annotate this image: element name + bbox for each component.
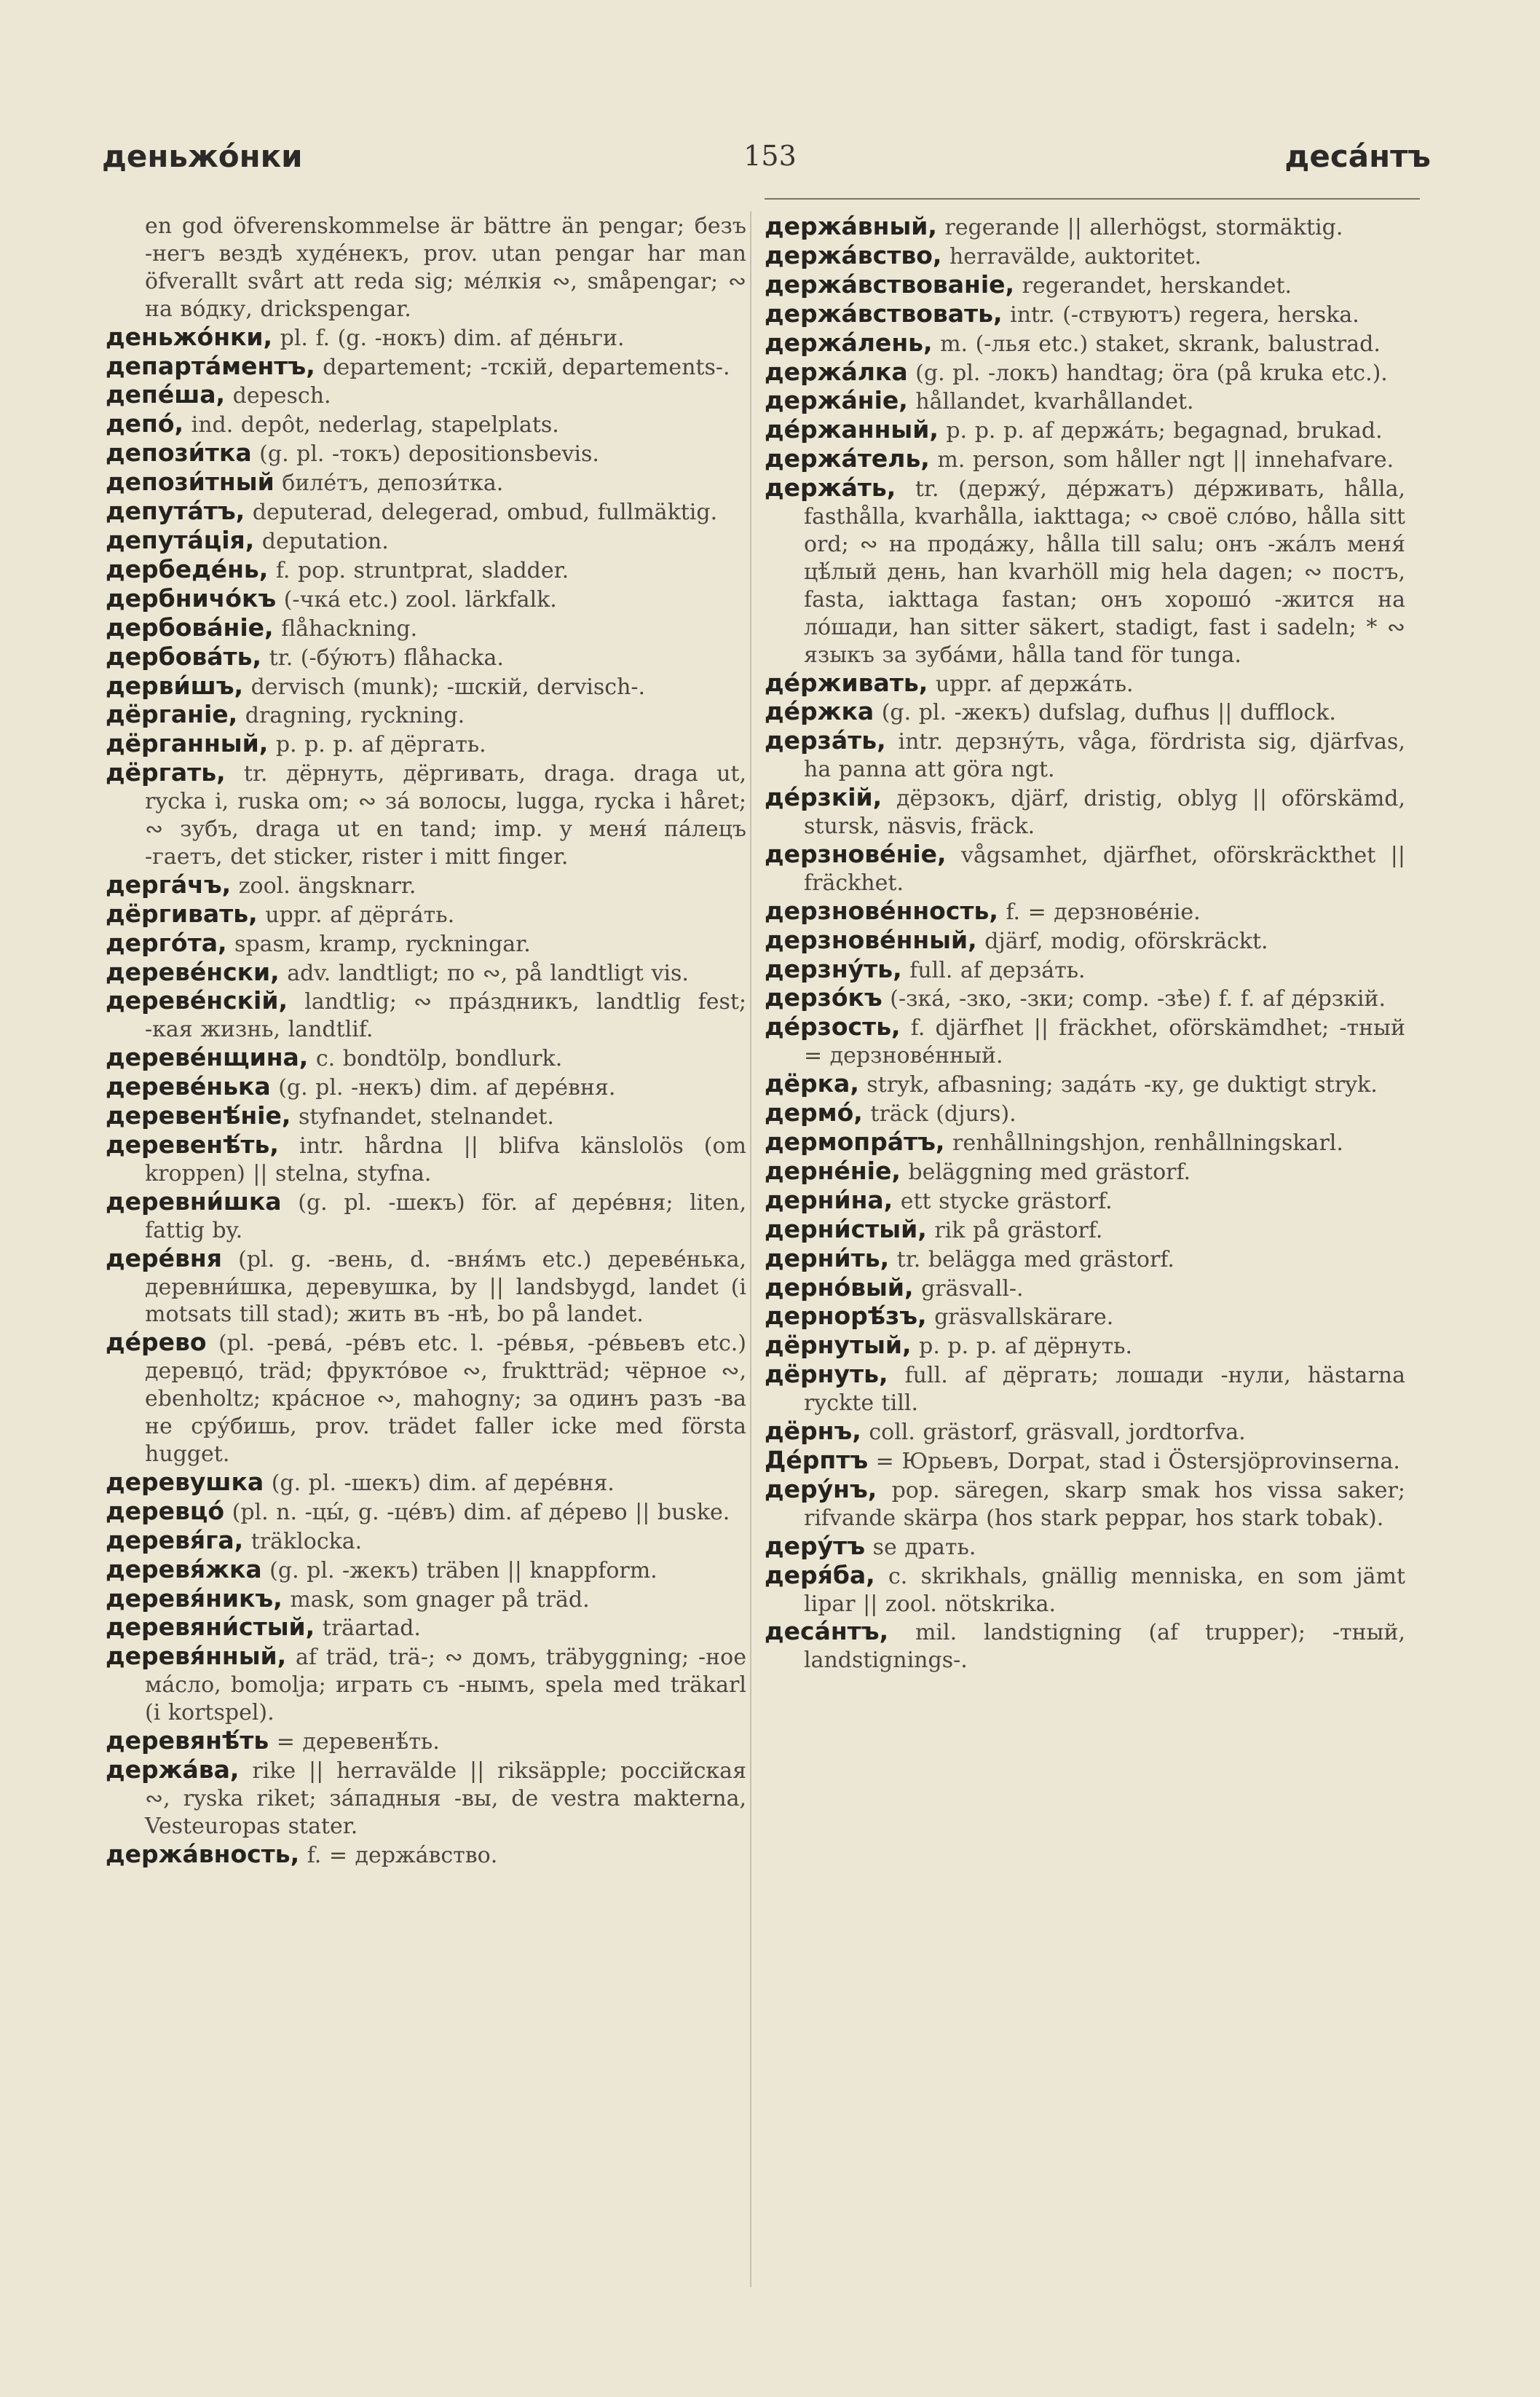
dictionary-entry bbox=[106, 1044, 746, 1073]
entry-headword: дереве́нски, bbox=[106, 957, 280, 986]
dictionary-entry bbox=[106, 1756, 746, 1841]
entry-headword: дерга́чъ, bbox=[106, 870, 232, 899]
entry-definition: (g. pl. -жекъ) dufslag, dufhus || dufflock. bbox=[881, 700, 1336, 726]
entry-definition: deputation. bbox=[261, 528, 389, 554]
dictionary-entry bbox=[765, 242, 1405, 271]
entry-headword: дёрнъ, bbox=[765, 1417, 861, 1446]
dictionary-entry bbox=[106, 410, 746, 439]
entry-definition: (g. pl. -некъ) dim. af дере́вня. bbox=[278, 1075, 616, 1101]
dictionary-entry bbox=[765, 1476, 1405, 1532]
dictionary-entry bbox=[106, 1131, 746, 1188]
entry-headword: депо́, bbox=[106, 409, 184, 438]
dictionary-entry bbox=[106, 987, 746, 1044]
dictionary-entry bbox=[106, 1613, 746, 1642]
entry-definition: (pl. g. -вень, d. -вня́мъ etc.) дереве́нька, деревни́шка, деревушка, by || landsbygd, landet (i motsats till stad); жить въ -нѣ, bo på landet. bbox=[145, 1246, 746, 1328]
dictionary-entry bbox=[765, 1128, 1405, 1157]
entry-definition: departement; -тскій, departements-. bbox=[323, 354, 730, 380]
entry-headword: держа́ніе, bbox=[765, 386, 908, 415]
entry-definition: (g. pl. -токъ) depositionsbevis. bbox=[259, 441, 599, 468]
entry-headword: дербова́ніе, bbox=[106, 613, 274, 642]
entry-definition: m. person, som håller ngt || innehafvare. bbox=[937, 447, 1394, 473]
entry-headword: дерви́шъ, bbox=[106, 671, 244, 700]
dictionary-entry bbox=[106, 1188, 746, 1245]
entry-definition: djärf, modig, oförskräckt. bbox=[984, 928, 1268, 954]
entry-definition: regerandet, herskandet. bbox=[1022, 272, 1292, 299]
dictionary-entry bbox=[765, 784, 1405, 841]
entry-headword: депе́ша, bbox=[106, 380, 226, 409]
entry-headword: дёрнуть, bbox=[765, 1360, 888, 1389]
dictionary-entry bbox=[106, 959, 746, 988]
entry-definition: (g. pl. -жекъ) träben || knappform. bbox=[269, 1557, 658, 1583]
header-rule bbox=[765, 198, 1420, 200]
entry-definition: (-чка́ etc.) zool. lärkfalk. bbox=[283, 586, 557, 613]
dictionary-entry bbox=[106, 585, 746, 614]
dictionary-entry bbox=[765, 329, 1405, 358]
dictionary-entry bbox=[765, 387, 1405, 416]
entry-headword: деревя́нный, bbox=[106, 1642, 287, 1671]
dictionary-entry bbox=[106, 643, 746, 672]
entry-definition: (g. pl. -шекъ) dim. af дере́вня. bbox=[271, 1470, 615, 1496]
entry-headword: держа́тель, bbox=[765, 444, 930, 473]
entry-definition: renhållningshjon, renhållningskarl. bbox=[952, 1130, 1343, 1156]
entry-headword: держа́вность, bbox=[106, 1839, 300, 1868]
entry-headword: депута́ція, bbox=[106, 525, 255, 554]
entry-definition: adv. landtligt; по ∾, på landtligt vis. bbox=[287, 960, 689, 986]
entry-definition: styfnandet, stelnandet. bbox=[298, 1104, 554, 1130]
entry-headword: дёрка, bbox=[765, 1069, 859, 1098]
entry-definition: = деревенѣ́ть. bbox=[276, 1729, 440, 1755]
left-column bbox=[106, 213, 746, 1870]
dictionary-entry bbox=[106, 213, 746, 323]
entry-definition: vågsamhet, djärfhet, oförskräckthet || fräckhet. bbox=[804, 842, 1406, 896]
entry-definition: mil. landstigning (af trupper); -тный, landstignings-. bbox=[804, 1620, 1405, 1674]
entry-definition: uppr. af держа́ть. bbox=[935, 671, 1134, 697]
dictionary-entry bbox=[106, 730, 746, 759]
dictionary-entry bbox=[765, 984, 1405, 1013]
entry-definition: träklocka. bbox=[250, 1528, 363, 1554]
entry-headword: дермо́, bbox=[765, 1098, 863, 1127]
entry-definition: pl. f. (g. -нокъ) dim. af де́ньги. bbox=[280, 325, 625, 351]
entry-definition: p. p. p. af держа́ть; begagnad, brukad. bbox=[946, 418, 1383, 444]
header-right-guideword: деса́нтъ bbox=[1284, 138, 1431, 174]
entry-headword: дерни́ть, bbox=[765, 1243, 890, 1272]
entry-headword: держа́вствовать, bbox=[765, 299, 1003, 328]
entry-headword: дерне́ніе, bbox=[765, 1156, 901, 1185]
entry-headword: дерза́ть, bbox=[765, 726, 886, 755]
entry-headword: дербова́ть, bbox=[106, 642, 262, 671]
entry-definition: af träd, trä-; ∾ домъ, träbyggning; -ное ма́сло, bomolja; играть съ -нымъ, spela med träkarl (i kortspel). bbox=[145, 1645, 746, 1726]
dictionary-entry bbox=[765, 1186, 1405, 1216]
entry-definition: tr. (держу́, де́ржатъ) де́рживать, hålla, fasthålla, kvarhålla, iakttaga; ∾ своё сло́во, hålla sitt ord; ∾ на прода́жу, hålla till salu; онъ -жа́лъ меня́ цѣ́лый день, han kvarhöll mig hela dagen; ∾ постъ, fasta, iakttaga fastan; онъ хорошо́ -жится на ло́шади, han sitter säkert, stadigt, fast i sadeln; * ∾ языкъ за зуба́ми, hålla tand för tunga. bbox=[804, 476, 1405, 668]
entry-definition: spasm, kramp, ryckningar. bbox=[234, 931, 531, 957]
entry-definition: p. p. p. af дёргать. bbox=[275, 732, 486, 758]
dictionary-entry bbox=[106, 1527, 746, 1556]
entry-headword: деревенѣ́ть, bbox=[106, 1130, 279, 1159]
entry-headword: дерзо́къ bbox=[765, 983, 882, 1012]
entry-headword: де́рзость, bbox=[765, 1012, 901, 1042]
entry-definition: c. skrikhals, gnällig menniska, en som jämt lipar || zool. nötskrika. bbox=[804, 1563, 1405, 1617]
entry-headword: деревя́никъ, bbox=[106, 1583, 283, 1613]
dictionary-entry bbox=[106, 900, 746, 929]
entry-definition: coll. grästorf, gräsvall, jordtorfva. bbox=[869, 1420, 1246, 1446]
dictionary-entry bbox=[765, 1302, 1405, 1331]
entry-headword: деру́нъ, bbox=[765, 1474, 877, 1503]
entry-definition: full. af дёргать; лошади -нули, hästarna ryckte till. bbox=[804, 1363, 1405, 1417]
entry-headword: депози́тка bbox=[106, 438, 252, 468]
page-header bbox=[87, 138, 1453, 189]
dictionary-entry bbox=[765, 1618, 1405, 1674]
entry-definition: dervisch (munk); -шскій, dervisch-. bbox=[250, 674, 646, 700]
dictionary-entry bbox=[765, 213, 1405, 242]
entry-headword: дерзнове́нность, bbox=[765, 896, 998, 925]
dictionary-entry bbox=[106, 1468, 746, 1497]
dictionary-entry bbox=[765, 727, 1405, 784]
entry-definition: tr. (-бу́ютъ) flåhacka. bbox=[269, 645, 504, 671]
entry-definition: regerande || allerhögst, stormäktig. bbox=[944, 215, 1343, 240]
dictionary-entry bbox=[106, 672, 746, 701]
entry-definition: f. pop. struntprat, sladder. bbox=[275, 557, 569, 583]
entry-headword: де́рзкій, bbox=[765, 783, 882, 812]
dictionary-entry bbox=[106, 527, 746, 556]
entry-definition: дёрзокъ, djärf, dristig, oblyg || oförskämd, stursk, näsvis, fräck. bbox=[804, 786, 1406, 840]
dictionary-entry bbox=[106, 497, 746, 527]
entry-definition: uppr. af дёрга́ть. bbox=[265, 902, 455, 928]
entry-definition: pop. säregen, skarp smak hos vissa saker; rifvande skärpa (hos stark peppar, hos stark tobak). bbox=[804, 1477, 1405, 1531]
entry-definition: landtlig; ∾ пра́здникъ, landtlig fest; -кая жизнь, landtlif. bbox=[145, 989, 747, 1043]
entry-definition: m. (-лья etc.) staket, skrank, balustrad. bbox=[940, 331, 1381, 357]
entry-definition: = Юрьевъ, Dorpat, stad i Östersjöprovinserna. bbox=[875, 1448, 1400, 1474]
dictionary-entry bbox=[106, 1073, 746, 1102]
dictionary-entry bbox=[765, 1245, 1405, 1274]
entry-definition: herravälde, auktoritet. bbox=[949, 243, 1201, 269]
entry-definition: stryk, afbasning; зада́ть -ку, ge duktigt stryk. bbox=[866, 1072, 1378, 1098]
entry-headword: депози́тный bbox=[106, 468, 275, 497]
entry-definition: (pl. -рева́, -ре́въ etc. l. -ре́вья, -ре́вьевъ etc.) деревцо́, träd; фрукто́вое ∾, fruktträd; чёрное ∾, ebenholtz; кра́сное ∾, mahogny; за одинъ разъ -ва не сру́бишь, prov. trädet faller icke med första hugget. bbox=[145, 1331, 746, 1467]
entry-definition: intr. hårdna || blifva känslolös (om kroppen) || stelna, styfna. bbox=[145, 1133, 746, 1186]
entry-headword: деревя́га, bbox=[106, 1525, 244, 1554]
dictionary-entry bbox=[106, 439, 746, 468]
entry-definition: deputerad, delegerad, ombud, fullmäktig. bbox=[252, 500, 718, 526]
entry-headword: дерно́вый, bbox=[765, 1272, 914, 1302]
entry-definition: depesch. bbox=[232, 383, 331, 409]
entry-definition: full. af дерза́ть. bbox=[909, 957, 1086, 983]
entry-definition: hållandet, kvarhållandet. bbox=[915, 389, 1194, 415]
right-column bbox=[765, 213, 1405, 1674]
dictionary-entry bbox=[765, 926, 1405, 956]
entry-definition: gräsvallskärare. bbox=[934, 1304, 1114, 1331]
entry-headword: де́рживать, bbox=[765, 668, 928, 697]
entry-headword: дереве́нька bbox=[106, 1072, 271, 1101]
entry-definition: se драть. bbox=[872, 1534, 976, 1560]
entry-definition: биле́тъ, депози́тка. bbox=[282, 471, 504, 497]
entry-definition: tr. дёрнуть, дёргивать, draga. draga ut, rycka i, ruska om; ∾ за́ волосы, lugga, rycka i håret; ∾ зубъ, draga ut en tand; imp. у меня́ па́лецъ -гаетъ, det sticker, rister i mitt finger. bbox=[145, 761, 747, 870]
entry-headword: дёргивать, bbox=[106, 899, 258, 928]
dictionary-entry bbox=[765, 1361, 1405, 1417]
entry-headword: деса́нтъ, bbox=[765, 1617, 889, 1646]
dictionary-entry bbox=[106, 1497, 746, 1527]
dictionary-entry bbox=[765, 698, 1405, 727]
dictionary-entry bbox=[106, 1841, 746, 1870]
entry-headword: Де́рптъ bbox=[765, 1445, 869, 1474]
entry-headword: дерзну́ть, bbox=[765, 954, 902, 983]
entry-definition: ett stycke grästorf. bbox=[900, 1188, 1113, 1214]
entry-headword: держа́лень, bbox=[765, 328, 933, 357]
dictionary-entry bbox=[765, 1447, 1405, 1476]
dictionary-entry bbox=[765, 474, 1405, 669]
entry-definition: (g. pl. -шекъ) för. af дере́вня; liten, fattig by. bbox=[145, 1189, 746, 1243]
dictionary-entry bbox=[106, 556, 746, 585]
entry-definition: (g. pl. -локъ) handtag; öra (på kruka etc.). bbox=[915, 360, 1388, 386]
entry-headword: деревенѣ́ніе, bbox=[106, 1101, 291, 1130]
entry-headword: дерзнове́нный, bbox=[765, 925, 977, 954]
entry-headword: деревяни́стый, bbox=[106, 1613, 315, 1642]
dictionary-entry bbox=[106, 1245, 746, 1329]
entry-headword: деревянѣ́ть bbox=[106, 1726, 269, 1755]
entry-headword: дере́вня bbox=[106, 1243, 222, 1272]
dictionary-entry bbox=[106, 759, 746, 871]
dictionary-entry bbox=[106, 353, 746, 382]
page-number: 153 bbox=[743, 140, 797, 172]
entry-headword: дерни́на, bbox=[765, 1185, 893, 1214]
dictionary-entry bbox=[765, 445, 1405, 474]
entry-headword: депута́тъ, bbox=[106, 497, 245, 526]
entry-headword: держа́вный, bbox=[765, 212, 937, 240]
entry-definition: intr. дерзну́ть, våga, fördrista sig, djärfvas, ha panna att göra ngt. bbox=[804, 729, 1405, 783]
entry-headword: дербеде́нь, bbox=[106, 554, 269, 583]
entry-headword: деревушка bbox=[106, 1467, 264, 1496]
entry-headword: дернорѣ́зъ, bbox=[765, 1302, 927, 1331]
entry-headword: дёрнутый, bbox=[765, 1331, 912, 1360]
dictionary-entry bbox=[765, 1562, 1405, 1618]
dictionary-entry bbox=[106, 701, 746, 730]
entry-definition: p. p. p. af дёрнуть. bbox=[919, 1334, 1133, 1360]
entry-definition: en god öfverenskommelse är bättre än pengar; безъ -негъ вездѣ худе́некъ, prov. utan pengar har man öfverallt svårt att reda sig; ме́лкія ∾, småpengar; ∾ на во́дку, drickspengar. bbox=[145, 213, 746, 322]
entry-definition: (-зка́, -зко, -зки; comp. -зѣе) f. f. af де́рзкій. bbox=[890, 986, 1386, 1012]
dictionary-entry bbox=[765, 669, 1405, 698]
entry-headword: дереве́нскій, bbox=[106, 986, 288, 1015]
entry-headword: дёрганный, bbox=[106, 729, 269, 758]
entry-headword: де́рево bbox=[106, 1328, 207, 1357]
entry-definition: träartad. bbox=[322, 1615, 421, 1642]
dictionary-entry bbox=[106, 1556, 746, 1585]
dictionary-entry bbox=[106, 1727, 746, 1756]
entry-headword: дереве́нщина, bbox=[106, 1043, 309, 1072]
dictionary-entry bbox=[765, 1331, 1405, 1361]
entry-definition: f. djärfhet || fräckhet, oförskämdhet; -тный = дерзнове́нный. bbox=[804, 1015, 1405, 1069]
dictionary-entry bbox=[765, 1099, 1405, 1128]
entry-definition: f. = держа́вство. bbox=[307, 1842, 498, 1868]
dictionary-entry bbox=[106, 381, 746, 410]
dictionary-entry bbox=[765, 1070, 1405, 1099]
dictionary-entry bbox=[106, 1585, 746, 1614]
entry-headword: деревни́шка bbox=[106, 1186, 282, 1216]
header-left-guideword: деньжо́нки bbox=[102, 138, 303, 174]
entry-headword: держа́вствованіе, bbox=[765, 269, 1015, 299]
dictionary-entry bbox=[765, 1013, 1405, 1070]
entry-headword: деря́ба, bbox=[765, 1560, 875, 1589]
entry-headword: дерзнове́ніе, bbox=[765, 839, 947, 868]
entry-definition: ind. depôt, nederlag, stapelplats. bbox=[191, 412, 559, 438]
dictionary-entry bbox=[765, 1532, 1405, 1562]
entry-definition: zool. ängsknarr. bbox=[238, 873, 416, 899]
entry-headword: департа́ментъ, bbox=[106, 351, 315, 380]
entry-headword: держа́ть, bbox=[765, 473, 896, 503]
dictionary-entry bbox=[106, 1642, 746, 1727]
entry-definition: beläggning med grästorf. bbox=[908, 1159, 1191, 1185]
entry-headword: дёргать, bbox=[106, 758, 226, 787]
entry-headword: деру́тъ bbox=[765, 1531, 866, 1560]
entry-headword: дерни́стый, bbox=[765, 1214, 927, 1243]
entry-headword: дермопра́тъ, bbox=[765, 1127, 945, 1156]
dictionary-entry bbox=[765, 897, 1405, 926]
entry-definition: rike || herravälde || riksäpple; россійская ∾, ryska riket; за́падныя -вы, de vestra makterna, Vesteuropas stater. bbox=[145, 1758, 746, 1839]
entry-headword: деревя́жка bbox=[106, 1554, 262, 1583]
dictionary-entry bbox=[106, 468, 746, 497]
entry-headword: деревцо́ bbox=[106, 1496, 225, 1525]
entry-headword: держа́ва, bbox=[106, 1755, 240, 1784]
entry-definition: (pl. n. -цы́, g. -це́въ) dim. af де́рево || buske. bbox=[232, 1499, 730, 1525]
dictionary-entry bbox=[106, 323, 746, 353]
entry-definition: träck (djurs). bbox=[870, 1101, 1016, 1127]
entry-headword: дёрганіе, bbox=[106, 700, 238, 729]
entry-headword: де́ржка bbox=[765, 697, 874, 726]
dictionary-entry bbox=[106, 1102, 746, 1131]
entry-headword: держа́вство, bbox=[765, 240, 942, 269]
entry-definition: mask, som gnager på träd. bbox=[290, 1586, 590, 1613]
entry-definition: c. bondtölp, bondlurk. bbox=[315, 1046, 563, 1072]
entry-definition: rik på grästorf. bbox=[934, 1217, 1103, 1243]
column-divider bbox=[750, 211, 751, 2287]
dictionary-entry bbox=[765, 416, 1405, 445]
entry-definition: dragning, ryckning. bbox=[245, 703, 465, 729]
dictionary-entry bbox=[765, 1274, 1405, 1303]
dictionary-entry bbox=[765, 1417, 1405, 1447]
entry-definition: f. = дерзнове́ніе. bbox=[1006, 899, 1201, 925]
entry-headword: деньжо́нки, bbox=[106, 322, 273, 351]
dictionary-entry bbox=[106, 929, 746, 959]
entry-headword: держа́лка bbox=[765, 357, 908, 386]
dictionary-entry bbox=[106, 1329, 746, 1468]
entry-definition: intr. (-ствуютъ) regera, herska. bbox=[1010, 302, 1359, 328]
dictionary-entry bbox=[765, 1157, 1405, 1186]
entry-definition: flåhackning. bbox=[281, 615, 418, 642]
entry-definition: gräsvall-. bbox=[921, 1275, 1024, 1302]
dictionary-entry bbox=[106, 614, 746, 643]
entry-headword: дербничо́къ bbox=[106, 583, 277, 613]
dictionary-entry bbox=[765, 358, 1405, 387]
entry-headword: дерго́та, bbox=[106, 928, 227, 957]
dictionary-entry bbox=[765, 956, 1405, 985]
dictionary-entry bbox=[765, 300, 1405, 329]
dictionary-entry bbox=[765, 1216, 1405, 1245]
dictionary-entry bbox=[106, 871, 746, 900]
entry-definition: tr. belägga med grästorf. bbox=[896, 1246, 1174, 1272]
dictionary-entry bbox=[765, 841, 1405, 897]
dictionary-entry bbox=[765, 271, 1405, 300]
entry-headword: де́ржанный, bbox=[765, 415, 939, 444]
